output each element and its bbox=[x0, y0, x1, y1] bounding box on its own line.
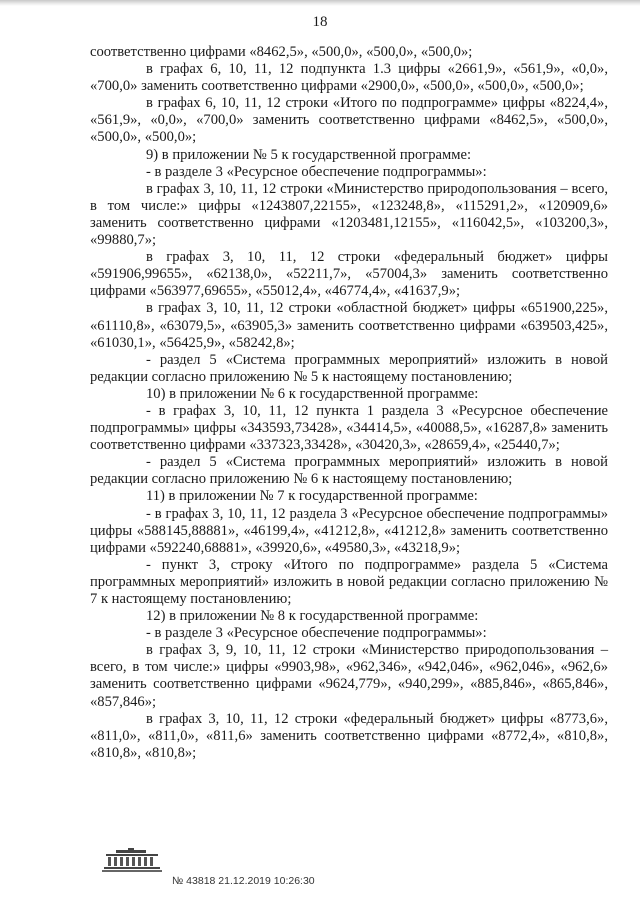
document-paragraph: - раздел 5 «Система программных мероприятий» изложить в новой редакции согласно приложению № 6 к настоящему постановлению; bbox=[90, 454, 608, 488]
government-building-logo-icon bbox=[102, 848, 162, 874]
document-paragraph: - раздел 5 «Система программных мероприятий» изложить в новой редакции согласно приложению № 5 к настоящему постановлению; bbox=[90, 351, 608, 385]
document-paragraph: - в графах 3, 10, 11, 12 пункта 1 раздела 3 «Ресурсное обеспечение подпрограммы» цифры «343593,73428», «34414,5», «40088,5», «16287,8» заменить соответственно цифрами «337323,33428», «30420,3», «28659,4», «25440,7»; bbox=[90, 402, 608, 454]
document-paragraph: в графах 3, 9, 10, 11, 12 строки «Министерство природопользования – всего, в том числе:» цифры «9903,98», «962,346», «942,046», «962,046», «962,6» заменить соответственно цифрами «9624,779», «940,299», «885,846», «865,846», «857,846»; bbox=[90, 642, 608, 710]
document-paragraph: 12) в приложении № 8 к государственной программе: bbox=[146, 608, 479, 625]
document-paragraph: в графах 6, 10, 11, 12 строки «Итого по подпрограмме» цифры «8224,4», «561,9», «0,0», «700,0» заменить соответственно цифрами «8462,5», «500,0», «500,0», «500,0»; bbox=[90, 95, 608, 146]
document-paragraph: соответственно цифрами «8462,5», «500,0», «500,0», «500,0»; bbox=[90, 44, 473, 60]
document-paragraph: в графах 3, 10, 11, 12 строки «федеральный бюджет» цифры «8773,6», «811,0», «811,0», «811,6» заменить соответственно цифрами «8772,4», «810,8», «810,8», «810,8»; bbox=[90, 710, 608, 761]
document-paragraph: 10) в приложении № 6 к государственной программе: bbox=[146, 385, 479, 402]
document-paragraph: в графах 3, 10, 11, 12 строки «Министерство природопользования – всего, в том числе:» цифры «1243807,22155», «123248,8», «115291,2», «120909,6» заменить соответственно цифрами «1203481,12155», «116042,5», «103200,3», «99880,7»; bbox=[90, 180, 608, 249]
document-body bbox=[90, 44, 608, 762]
document-paragraph: 11) в приложении № 7 к государственной программе: bbox=[146, 488, 478, 505]
document-paragraph: - в разделе 3 «Ресурсное обеспечение подпрограммы»: bbox=[146, 625, 487, 642]
document-paragraph: в графах 3, 10, 11, 12 строки «областной бюджет» цифры «651900,225», «61110,8», «63079,5», «63905,3» заменить соответственно цифрами «639503,425», «61030,1», «56425,9», «58242,8»; bbox=[90, 300, 608, 351]
document-paragraph: - в разделе 3 «Ресурсное обеспечение подпрограммы»: bbox=[146, 163, 487, 180]
document-paragraph: - пункт 3, строку «Итого по подпрограмме» раздела 5 «Система программных мероприятий» изложить в новой редакции согласно приложению № 7 к настоящему постановлению; bbox=[90, 556, 608, 607]
document-paragraph: 9) в приложении № 5 к государственной программе: bbox=[146, 146, 472, 163]
document-paragraph: - в графах 3, 10, 11, 12 раздела 3 «Ресурсное обеспечение подпрограммы» цифры «588145,88881», «46199,4», «41212,8», «41212,8» заменить соответственно цифрами «592240,68881», «39920,6», «49580,3», «43218,9»; bbox=[90, 505, 608, 556]
document-paragraph: в графах 3, 10, 11, 12 строки «федеральный бюджет» цифры «591906,99655», «62138,0», «52211,7», «57004,3» заменить соответственно цифрами «563977,69655», «55012,4», «46774,4», «41637,9»; bbox=[90, 249, 608, 300]
page-number: 18 bbox=[312, 14, 328, 30]
document-paragraph: в графах 6, 10, 11, 12 подпункта 1.3 цифры «2661,9», «561,9», «0,0», «700,0» заменить соответственно цифрами «2900,0», «500,0», «500,0», «500,0»; bbox=[90, 61, 608, 95]
document-registration-stamp: № 43818 21.12.2019 10:26:30 bbox=[172, 875, 315, 887]
scan-top-edge bbox=[0, 0, 640, 6]
